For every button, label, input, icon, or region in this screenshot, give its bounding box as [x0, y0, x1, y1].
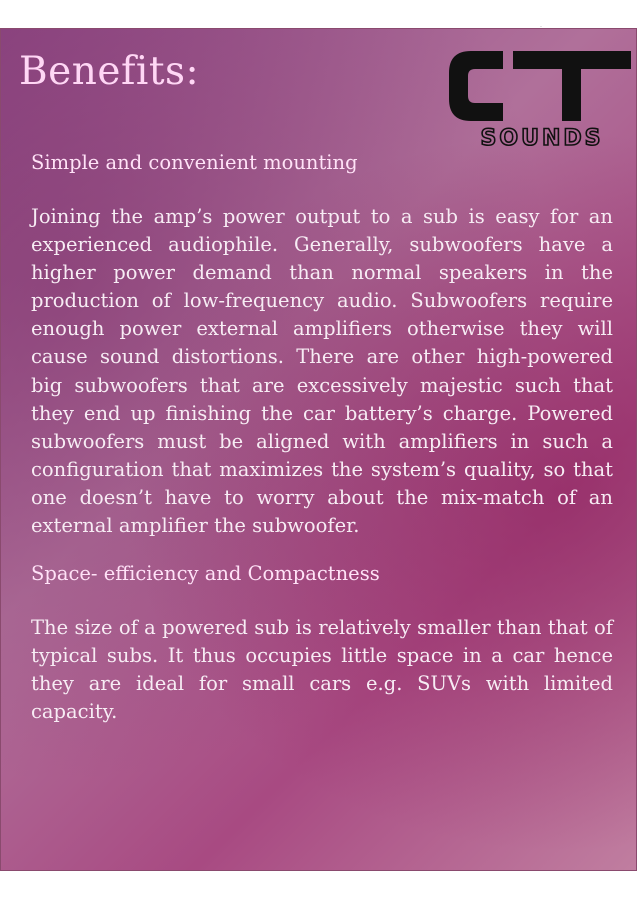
section-body-compactness: The size of a powered sub is relatively smaller than that of typical subs. It thus occupies little space in a car hence they are ideal for small cars e.g. SUVs with limited capacity.	[31, 616, 613, 724]
section-body-mounting: Joining the amp’s power output to a sub is easy for an experienced audiophile. Generally, subwoofers have a higher power demand than normal speakers in the production of low-frequency audio. Subwoofers require enough power external amplifiers otherwise they will cause sound distortions. There are other high-powered big subwoofers that are excessively majestic such that they end up finishing the car battery’s charge. Powered subwoofers must be aligned with amplifiers in such a configuration that maximizes the system’s quality, so that one doesn’t have to worry about the mix-match of an external amplifier the subwoofer.	[31, 205, 613, 538]
benefits-content	[31, 149, 613, 727]
benefits-panel	[0, 28, 637, 871]
section-heading-compactness: Space- efficiency and Compactness	[31, 562, 380, 586]
ct-sounds-logo	[441, 27, 637, 151]
ct-sounds-logo-icon	[441, 27, 637, 151]
page-title: Benefits:	[19, 49, 200, 94]
logo-main-text: CT	[540, 27, 542, 28]
section-heading-mounting: Simple and convenient mounting	[31, 151, 358, 174]
logo-sub-text: SOUNDS	[480, 126, 604, 151]
